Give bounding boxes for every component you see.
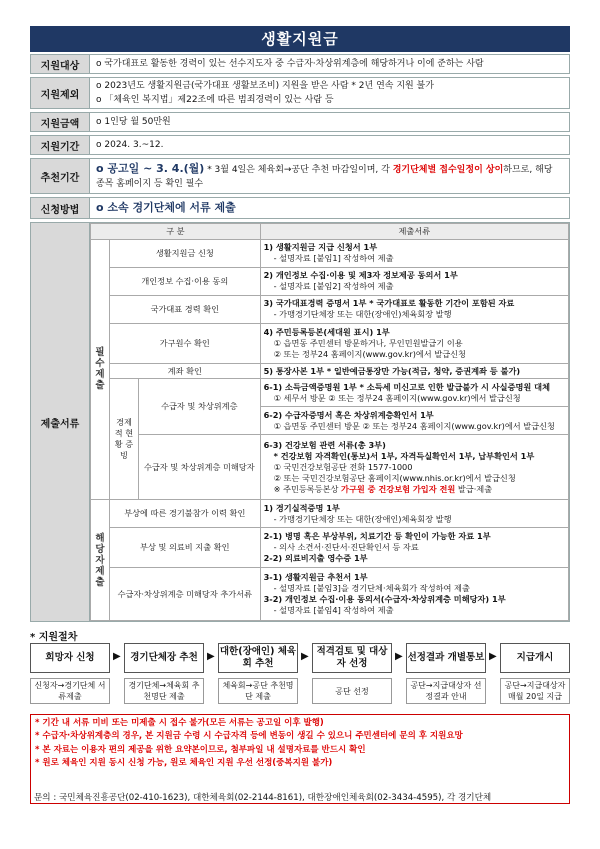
apply-value <box>90 198 569 218</box>
cat-economic: 경제적 현황 증빙 <box>110 379 139 500</box>
doc-career <box>260 295 568 323</box>
arrow-right-icon: ▶ <box>489 651 497 662</box>
recommend-value <box>90 159 569 193</box>
arrow-right-icon: ▶ <box>301 651 309 662</box>
doc-additional-title-2: 3-2) 개인정보 수집·이용 동의서(수급자·차상위계층 미해당자) 1부 <box>263 594 506 605</box>
cat-household: 가구원수 확인 <box>110 323 261 363</box>
doc-recipient-cert-desc: ① 읍면동 주민센터 방문 ② 또는 정부24 홈페이지(www.gov.kr)에서 발급신청 <box>273 420 555 431</box>
doc-record <box>260 500 568 528</box>
doc-career-title: 3) 국가대표경력 증명서 1부 * 국가대표로 활동한 기간이 포함된 자료 <box>263 298 515 309</box>
recommend-row <box>30 158 570 194</box>
doc-medical <box>260 528 568 568</box>
docs-header-div: 구 분 <box>91 224 261 240</box>
period-value: o 2024. 3.~12. <box>96 140 164 150</box>
doc-record-desc: - 가맹경기단체장 또는 대한(장애인)체육회장 발행 <box>273 513 452 524</box>
doc-additional <box>260 568 568 621</box>
target-row <box>30 54 570 74</box>
warning-1: * 기간 내 서류 미비 또는 미제출 시 접수 불가(모든 서류는 공고일 이후 발행) <box>35 718 324 728</box>
doc-income <box>260 379 568 407</box>
applicable-group: 해당자제출 <box>91 500 110 621</box>
doc-career-desc: - 가맹경기단체장 또는 대한(장애인)체육회장 발행 <box>273 309 452 320</box>
doc-health-note-c: 발급·제출 <box>455 483 493 494</box>
cat-medical: 부상 및 의료비 지출 확인 <box>110 528 261 568</box>
page-title: 생활지원금 <box>30 26 570 52</box>
doc-health <box>260 435 568 500</box>
step-4-note: 공단 선정 <box>312 678 392 704</box>
docs-row <box>30 222 570 622</box>
arrow-right-icon: ▶ <box>113 651 121 662</box>
amount-label: 지원금액 <box>31 113 90 131</box>
required-group: 필수제출 <box>91 239 110 500</box>
doc-income-desc: ① 세무서 방문 ② 또는 정부24 홈페이지(www.gov.kr)에서 발급신청 <box>273 392 521 403</box>
doc-privacy-title: 2) 개인정보 수집·이용 및 제3자 정보제공 동의서 1부 <box>263 270 458 281</box>
recommend-main: o 공고일 ~ 3. 4.(월) <box>96 162 205 175</box>
cat-injury-record: 부상에 따른 경기불참가 이력 확인 <box>110 500 261 528</box>
process-title: * 지원절차 <box>30 632 78 643</box>
arrow-right-icon: ▶ <box>207 651 215 662</box>
doc-health-title: 6-3) 건강보험 관련 서류(총 3부) <box>263 439 386 450</box>
doc-account: 5) 통장사본 1부 * 일반예금통장만 가능(적금, 청약, 증권계좌 등 불가) <box>260 363 568 379</box>
step-6-note: 공단→지급대상자 매월 20일 지급 <box>500 678 570 704</box>
doc-apply <box>260 239 568 267</box>
cat-additional: 수급자·차상위계층 미해당자 추가서류 <box>110 568 261 621</box>
recommend-label: 추천기간 <box>31 159 90 193</box>
warning-2: * 수급자·차상위계층의 경우, 본 지원금 수령 시 수급자격 등에 변동이 생길 수 있으니 주민센터에 문의 후 지원요망 <box>35 731 463 742</box>
doc-medical-title: 2-1) 병명 혹은 부상부위, 치료기간 등 확인이 가능한 자료 1부 <box>263 531 491 542</box>
docs-table-wrap <box>90 223 569 621</box>
doc-medical-desc: - 의사 소견서·진단서·진단확인서 등 자료 <box>273 542 419 553</box>
target-value: o 국가대표로 활동한 경력이 있는 선수지도자 중 수급자·차상위계층에 해당하거나 이에 준하는 사람 <box>96 59 484 69</box>
doc-apply-desc: - 설명자료 [붙임1] 작성하여 제출 <box>273 253 394 264</box>
doc-recipient-cert <box>260 407 568 435</box>
warning-4: * 원로 체육인 지원 동시 신청 가능, 원로 체육인 지원 우선 선정(중복지원 불가) <box>35 758 333 769</box>
doc-health-list: * 건강보험 자격확인(통보)서 1부, 자격득실확인서 1부, 납부확인서 1부 <box>273 450 535 461</box>
exclude-label: 지원제외 <box>31 78 90 108</box>
amount-value: o 1인당 월 50만원 <box>96 117 171 127</box>
doc-recipient-cert-title: 6-2) 수급자증명서 혹은 차상위계층확인서 1부 <box>263 409 434 420</box>
cat-account: 계좌 확인 <box>110 363 261 379</box>
doc-medical-receipt: 2-2) 의료비지출 영수증 1부 <box>263 553 368 564</box>
doc-income-title: 6-1) 소득금액증명원 1부 * 소득세 미신고로 인한 발급불가 시 사실증명원 대체 <box>263 381 550 392</box>
doc-health-note <box>264 484 565 495</box>
period-label: 지원기간 <box>31 136 90 154</box>
cat-recipient: 수급자 및 차상위계층 <box>139 379 261 435</box>
apply-label: 신청방법 <box>31 198 90 218</box>
contact-info: 문의 : 국민체육진흥공단(02-410-1623), 대한체육회(02-2144-8161), 대한장애인체육회(02-3434-4595), 각 경기단체 <box>34 793 492 803</box>
cat-apply: 생활지원금 신청 <box>110 239 261 267</box>
doc-health-web: ② 또는 국민건강보험공단 홈페이지(www.nhis.or.kr)에서 발급신청 <box>273 472 516 483</box>
step-2: 경기단체장 추천 <box>124 643 204 673</box>
period-row <box>30 135 570 155</box>
arrow-right-icon: ▶ <box>395 651 403 662</box>
doc-additional-desc-1: - 설명자료 [붙임3]을 경기단체·체육회가 작성하여 제출 <box>273 583 470 594</box>
cat-privacy: 개인정보 수집·이용 동의 <box>110 267 261 295</box>
doc-health-note-a: ※ 주민등록등본상 <box>273 483 342 494</box>
cat-career: 국가대표 경력 확인 <box>110 295 261 323</box>
recommend-note-2: 하므로, 해당 종목 홈페이지 등 확인 필수 <box>96 165 553 189</box>
docs-table <box>90 223 569 621</box>
apply-text: o 소속 경기단체에 서류 제출 <box>96 201 236 214</box>
step-3: 대한(장애인) 체육회 추천 <box>218 643 298 673</box>
recommend-note-red: 경기단체별 접수일정이 상이 <box>392 165 504 175</box>
step-6: 지급개시 <box>500 643 570 673</box>
doc-additional-desc-2: - 설명자료 [붙임4] 작성하여 제출 <box>273 605 394 616</box>
docs-header-docs: 제출서류 <box>260 224 568 240</box>
amount-row <box>30 112 570 132</box>
doc-household <box>260 323 568 363</box>
step-5-note: 공단→지급대상자 선정결과 안내 <box>406 678 486 704</box>
doc-health-phone: ① 국민건강보험공단 전화 1577-1000 <box>273 461 413 472</box>
exclude-row <box>30 77 570 109</box>
docs-label: 제출서류 <box>31 223 90 621</box>
doc-privacy <box>260 267 568 295</box>
recommend-note-1: * 3월 4일은 체육회→공단 추천 마감일이며, 각 <box>204 165 393 175</box>
step-5: 선정결과 개별통보 <box>406 643 486 673</box>
exclude-line-1: o 2023년도 생활지원금(국가대표 생활보조비) 지원을 받은 사람 * 2년 연속 지원 불가 <box>96 81 434 91</box>
exclude-value <box>90 78 569 108</box>
doc-apply-title: 1) 생활지원금 지급 신청서 1부 <box>263 242 378 253</box>
step-3-note: 체육회→공단 추천명단 제출 <box>218 678 298 704</box>
doc-record-title: 1) 경기실적증명 1부 <box>263 502 340 513</box>
cat-non-recipient: 수급자 및 차상위계층 미해당자 <box>139 435 261 500</box>
warning-3: * 본 자료는 이용자 편의 제공을 위한 요약본이므로, 첨부파일 내 설명자료를 반드시 확인 <box>35 744 366 755</box>
doc-additional-title-1: 3-1) 생활지원금 추천서 1부 <box>263 572 368 583</box>
doc-household-desc-1: ① 읍면동 주민센터 방문하거나, 무인민원발급기 이용 <box>273 337 463 348</box>
step-4: 적격검토 및 대상자 선정 <box>312 643 392 673</box>
step-2-note: 경기단체→체육회 추천명단 제출 <box>124 678 204 704</box>
exclude-line-2: o 「체육인 복지법」제22조에 따른 범죄경력이 있는 사람 등 <box>96 95 334 105</box>
step-1-note: 신청자→경기단체 서류제출 <box>30 678 110 704</box>
target-label: 지원대상 <box>31 55 90 73</box>
doc-household-title: 4) 주민등록등본(세대원 표시) 1부 <box>263 326 390 337</box>
apply-row <box>30 197 570 219</box>
doc-privacy-desc: - 설명자료 [붙임2] 작성하여 제출 <box>273 281 394 292</box>
doc-household-desc-2: ② 또는 정부24 홈페이지(www.gov.kr)에서 발급신청 <box>273 348 466 359</box>
step-1: 희망자 신청 <box>30 643 110 673</box>
doc-health-note-b: 가구원 중 건강보험 가입자 전원 <box>341 483 456 494</box>
